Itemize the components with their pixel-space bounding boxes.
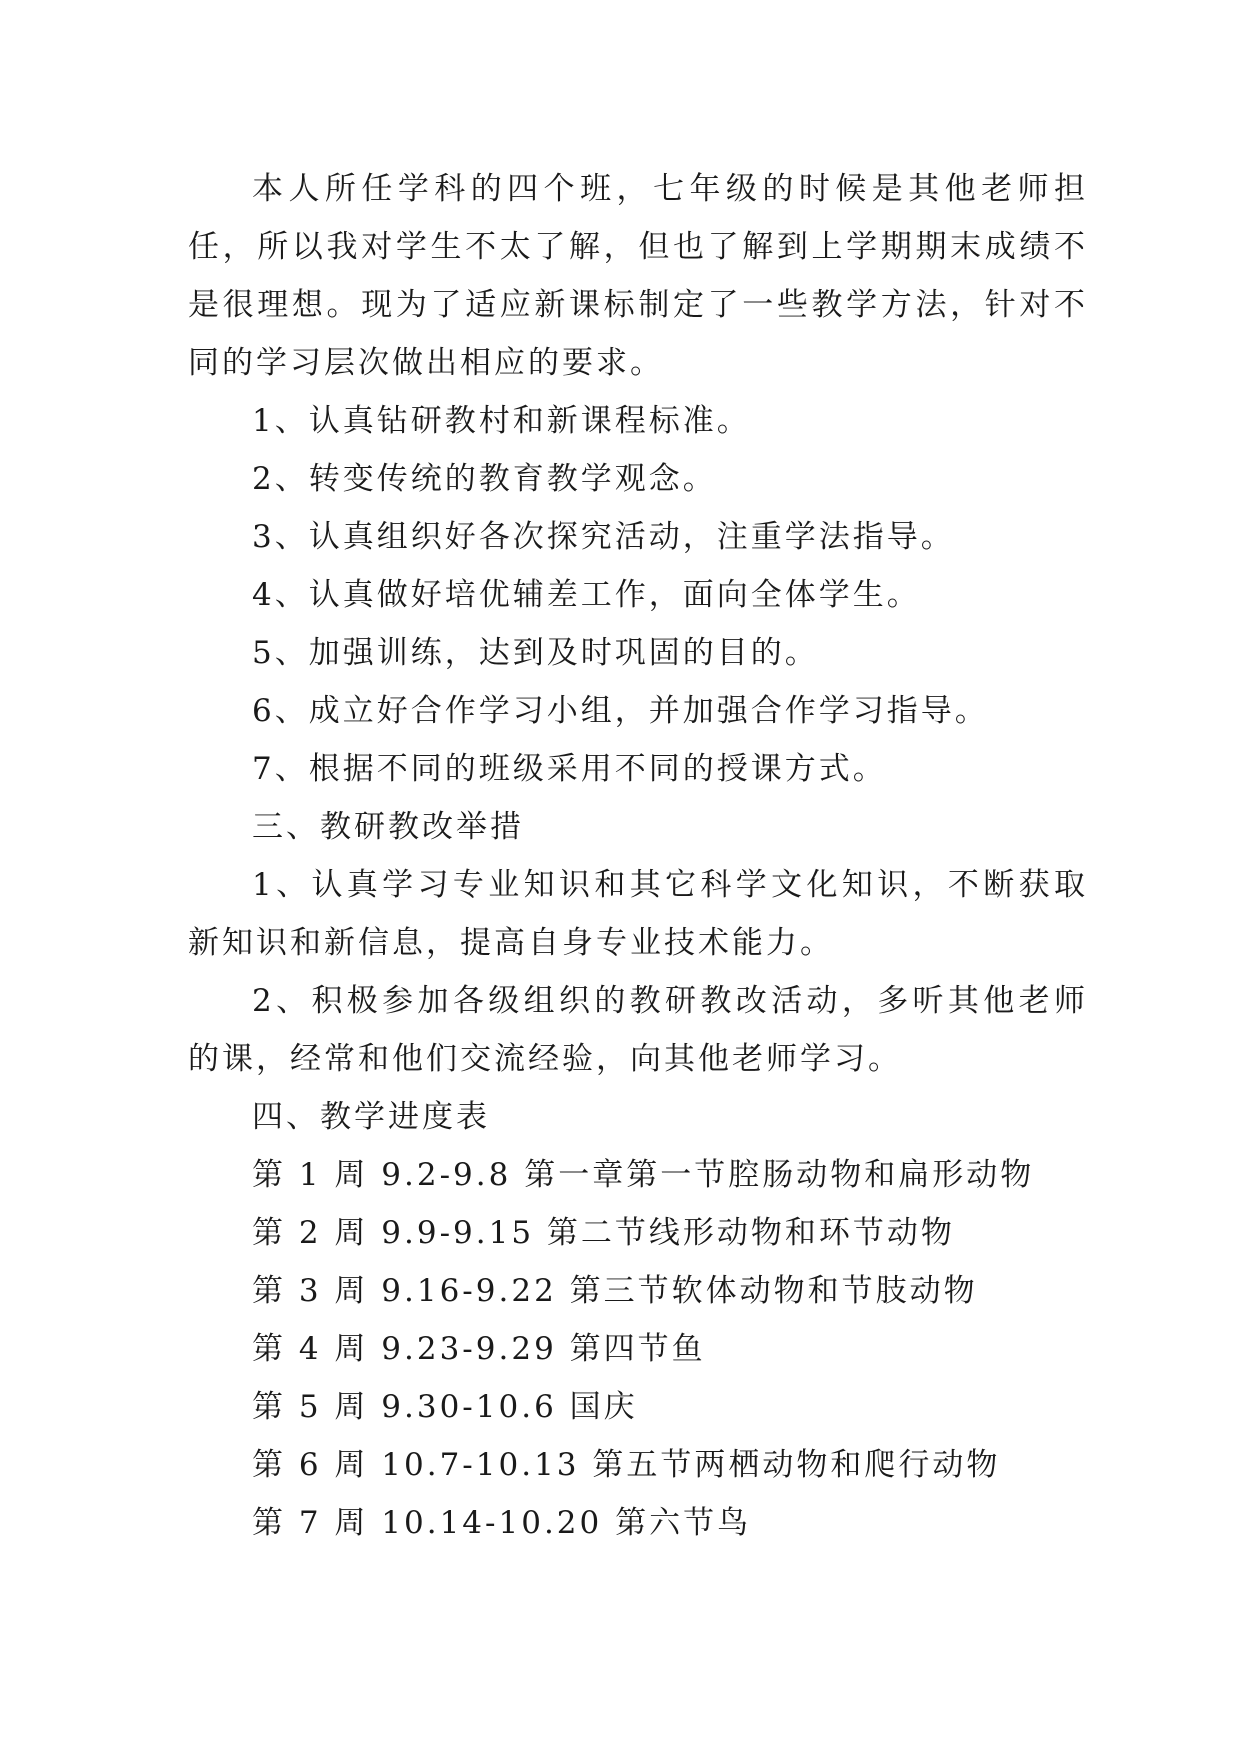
method-item-7: 7、根据不同的班级采用不同的授课方式。 [252, 751, 887, 787]
method-item-5: 5、加强训练，达到及时巩固的目的。 [252, 635, 819, 671]
method-item-3: 3、认真组织好各次探究活动，注重学法指导。 [252, 519, 955, 555]
schedule-week-7: 第 7 周 10.14-10.20 第六节鸟 [252, 1505, 752, 1541]
schedule-week-5: 第 5 周 9.30-10.6 国庆 [252, 1389, 638, 1425]
schedule-week-6: 第 6 周 10.7-10.13 第五节两栖动物和爬行动物 [252, 1447, 1001, 1483]
schedule-week-2: 第 2 周 9.9-9.15 第二节线形动物和环节动物 [252, 1215, 955, 1251]
research-item-2: 2、积极参加各级组织的教研教改活动，多听其他老师的课，经常和他们交流经验，向其他老师学习。 [188, 983, 1088, 1077]
method-item-2: 2、转变传统的教育教学观念。 [252, 461, 717, 497]
schedule-week-3: 第 3 周 9.16-9.22 第三节软体动物和节肢动物 [252, 1273, 978, 1309]
method-item-6: 6、成立好合作学习小组，并加强合作学习指导。 [252, 693, 989, 729]
section-heading-research: 三、教研教改举措 [252, 809, 524, 845]
research-item-1: 1、认真学习专业知识和其它科学文化知识，不断获取新知识和新信息，提高自身专业技术能力。 [188, 867, 1088, 961]
method-item-4: 4、认真做好培优辅差工作，面向全体学生。 [252, 577, 921, 613]
method-item-1: 1、认真钻研教村和新课程标准。 [252, 403, 751, 439]
intro-paragraph: 本人所任学科的四个班，七年级的时候是其他老师担任，所以我对学生不太了解，但也了解到上学期期末成绩不是很理想。现为了适应新课标制定了一些教学方法，针对不同的学习层次做出相应的要求。 [188, 171, 1088, 381]
document-body [188, 160, 1088, 1552]
schedule-week-1: 第 1 周 9.2-9.8 第一章第一节腔肠动物和扁形动物 [252, 1157, 1035, 1193]
schedule-week-4: 第 4 周 9.23-9.29 第四节鱼 [252, 1331, 706, 1367]
section-heading-schedule: 四、教学进度表 [252, 1099, 490, 1135]
